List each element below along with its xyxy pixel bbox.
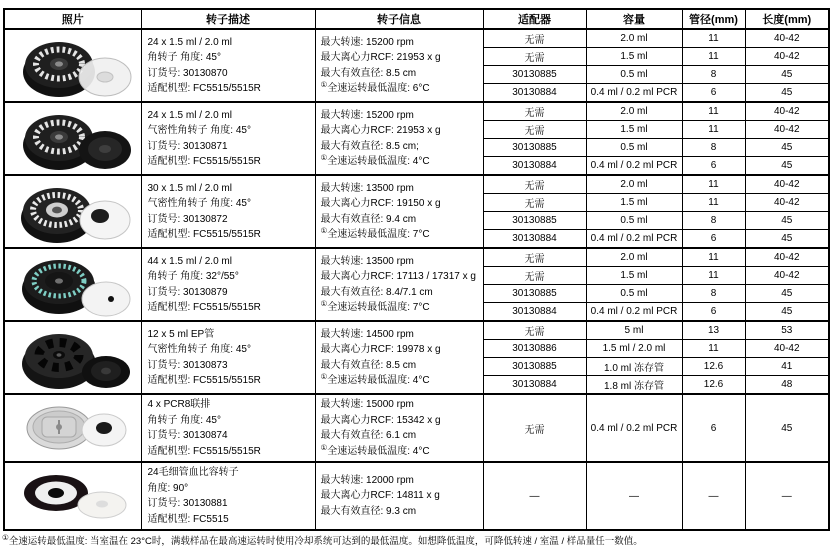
capacity-cell: 0.4 ml / 0.2 ml PCR — [586, 84, 682, 103]
max-speed-text: 最大转速: 15000 rpm — [320, 399, 414, 410]
rotor-capacity-text: 12 x 5 ml EP管 — [147, 328, 215, 340]
max-speed-text: 最大转速: 13500 rpm — [320, 255, 414, 267]
rotor-info-cell — [315, 102, 483, 175]
table-row — [4, 102, 829, 121]
order-number-text: 订货号: 30130879 — [147, 286, 228, 298]
order-number-text: 订货号: 30130873 — [147, 359, 228, 371]
min-temp-text: ①全速运转最低温度: 7°C — [320, 299, 430, 313]
adapter-cell: 无需 — [483, 102, 586, 121]
max-speed-text: 最大转速: 12000 rpm — [320, 474, 414, 486]
diameter-cell: 8 — [682, 66, 745, 84]
rotor-info-cell — [315, 29, 483, 102]
col-header-rotor-info: 转子信息 — [315, 9, 483, 29]
rotor-photo — [12, 402, 134, 454]
table-row — [4, 29, 829, 48]
length-cell: 45 — [745, 66, 829, 84]
length-cell: 45 — [745, 84, 829, 103]
capacity-cell: 1.5 ml — [586, 194, 682, 212]
length-cell: 40-42 — [745, 194, 829, 212]
rotor-desc-cell — [141, 248, 315, 321]
length-cell: 40-42 — [745, 267, 829, 285]
length-cell: 40-42 — [745, 248, 829, 267]
length-cell: 41 — [745, 358, 829, 376]
adapter-cell: 无需 — [483, 267, 586, 285]
adapter-cell: 30130884 — [483, 303, 586, 322]
length-cell: 45 — [745, 285, 829, 303]
rotor-info-cell — [315, 394, 483, 462]
adapter-cell: 30130885 — [483, 139, 586, 157]
rotor-photo — [12, 324, 134, 392]
max-diameter-text: 最大有效直径: 6.1 cm — [320, 430, 417, 441]
diameter-cell: 8 — [682, 212, 745, 230]
adapter-cell: 无需 — [483, 394, 586, 462]
diameter-cell: 6 — [682, 230, 745, 249]
footnote-text: 全速运转最低温度: 当室温在 23°C时，满载样品在最高速运转时使用冷却系统可达到的最低温度。如想降低温度，可降低转速 / 室温 / 样品量任一数值。 — [8, 536, 643, 547]
footnote-marker: ① — [320, 372, 328, 381]
min-temp-text: ①全速运转最低温度: 6°C — [320, 80, 430, 94]
diameter-cell: 11 — [682, 267, 745, 285]
capacity-cell: 1.5 ml — [586, 267, 682, 285]
rotor-photo — [12, 473, 134, 519]
diameter-cell: 12.6 — [682, 376, 745, 395]
max-diameter-text: 最大有效直径: 9.3 cm — [320, 505, 417, 517]
length-cell: 40-42 — [745, 29, 829, 48]
capacity-cell: 0.4 ml / 0.2 ml PCR — [586, 303, 682, 322]
diameter-cell: 6 — [682, 394, 745, 462]
rotor-photo — [12, 251, 134, 319]
compatible-model-text: 适配机型: FC5515 — [147, 513, 229, 525]
max-diameter-text: 最大有效直径: 8.5 cm; — [320, 140, 419, 152]
max-speed-text: 最大转速: 14500 rpm — [320, 328, 414, 340]
length-cell: 53 — [745, 321, 829, 340]
diameter-cell: 11 — [682, 194, 745, 212]
order-number-text: 订货号: 30130870 — [147, 67, 228, 79]
footnote-marker: ① — [320, 153, 328, 162]
min-temp-text: ①全速运转最低温度: 4°C — [320, 153, 430, 167]
footnote-marker: ① — [320, 442, 328, 452]
footnote-marker: ① — [320, 299, 328, 308]
adapter-cell: 无需 — [483, 121, 586, 139]
adapter-cell: 30130884 — [483, 376, 586, 395]
capacity-cell: 2.0 ml — [586, 102, 682, 121]
max-rcf-text: 最大离心力RCF: 19978 x g — [320, 344, 441, 355]
compatible-model-text: 适配机型: FC5515/5515R — [147, 229, 261, 240]
length-cell: 45 — [745, 394, 829, 462]
diameter-cell: 11 — [682, 248, 745, 267]
diameter-cell: 11 — [682, 29, 745, 48]
diameter-cell: 6 — [682, 303, 745, 322]
length-cell: — — [745, 462, 829, 530]
diameter-cell: 11 — [682, 48, 745, 66]
compatible-model-text: 适配机型: FC5515/5515R — [147, 375, 261, 386]
rotor-angle-text: 气密性角转子 角度: 45° — [147, 198, 251, 209]
max-diameter-text: 最大有效直径: 8.5 cm — [320, 67, 417, 79]
length-cell: 40-42 — [745, 121, 829, 139]
length-cell: 45 — [745, 139, 829, 157]
rotor-capacity-text: 24 x 1.5 ml / 2.0 ml — [147, 36, 232, 48]
rotor-photo — [12, 178, 134, 246]
rotor-photo-cell — [4, 102, 141, 175]
diameter-cell: 6 — [682, 157, 745, 176]
col-header-diameter: 管径(mm) — [682, 9, 745, 29]
adapter-cell: 无需 — [483, 175, 586, 194]
adapter-cell: 30130885 — [483, 212, 586, 230]
capacity-cell: 0.5 ml — [586, 66, 682, 84]
compatible-model-text: 适配机型: FC5515/5515R — [147, 302, 261, 313]
adapter-cell: 30130885 — [483, 285, 586, 303]
adapter-cell: 30130884 — [483, 84, 586, 103]
capacity-cell: 0.4 ml / 0.2 ml PCR — [586, 157, 682, 176]
col-header-rotor-desc: 转子描述 — [141, 9, 315, 29]
capacity-cell: 2.0 ml — [586, 29, 682, 48]
diameter-cell: — — [682, 462, 745, 530]
max-diameter-text: 最大有效直径: 9.4 cm — [320, 213, 417, 225]
rotor-capacity-text: 24毛细管血比容转子 — [147, 467, 239, 478]
capacity-cell: 1.8 ml 冻存管 — [586, 376, 682, 395]
max-speed-text: 最大转速: 15200 rpm — [320, 36, 414, 48]
max-rcf-text: 最大离心力RCF: 15342 x g — [320, 414, 441, 426]
diameter-cell: 11 — [682, 175, 745, 194]
table-row — [4, 248, 829, 267]
order-number-text: 订货号: 30130874 — [147, 430, 228, 441]
capacity-cell: 1.5 ml — [586, 121, 682, 139]
length-cell: 40-42 — [745, 48, 829, 66]
capacity-cell: 1.5 ml — [586, 48, 682, 66]
adapter-cell: 无需 — [483, 29, 586, 48]
max-rcf-text: 最大离心力RCF: 17113 / 17317 x g — [320, 271, 476, 282]
capacity-cell: 0.4 ml / 0.2 ml PCR — [586, 394, 682, 462]
capacity-cell: 2.0 ml — [586, 248, 682, 267]
capacity-cell: 1.0 ml 冻存管 — [586, 358, 682, 376]
col-header-adapter: 适配器 — [483, 9, 586, 29]
rotor-photo-cell — [4, 394, 141, 462]
rotor-angle-text: 角转子 角度: 45° — [147, 414, 221, 426]
rotor-info-cell — [315, 248, 483, 321]
diameter-cell: 11 — [682, 340, 745, 358]
length-cell: 45 — [745, 157, 829, 176]
capacity-cell: 0.4 ml / 0.2 ml PCR — [586, 230, 682, 249]
footnote-marker: ① — [320, 226, 328, 235]
rotor-photo — [12, 32, 134, 100]
adapter-cell: 30130885 — [483, 358, 586, 376]
rotor-capacity-text: 44 x 1.5 ml / 2.0 ml — [147, 255, 232, 267]
order-number-text: 订货号: 30130881 — [147, 498, 228, 509]
rotor-angle-text: 气密性角转子 角度: 45° — [147, 125, 251, 136]
table-row — [4, 175, 829, 194]
max-rcf-text: 最大离心力RCF: 21953 x g — [320, 52, 441, 63]
adapter-cell: 30130884 — [483, 230, 586, 249]
col-header-length: 长度(mm) — [745, 9, 829, 29]
max-rcf-text: 最大离心力RCF: 21953 x g — [320, 125, 441, 136]
table-row — [4, 394, 829, 462]
rotor-angle-text: 角度: 90° — [147, 482, 189, 494]
adapter-cell: 无需 — [483, 248, 586, 267]
max-diameter-text: 最大有效直径: 8.4/7.1 cm — [320, 286, 433, 298]
diameter-cell: 12.6 — [682, 358, 745, 376]
capacity-cell: 0.5 ml — [586, 212, 682, 230]
table-footnote — [2, 535, 831, 548]
adapter-cell: — — [483, 462, 586, 530]
adapter-cell: 无需 — [483, 194, 586, 212]
rotor-photo-cell — [4, 248, 141, 321]
compatible-model-text: 适配机型: FC5515/5515R — [147, 156, 261, 167]
rotor-desc-cell — [141, 321, 315, 394]
max-rcf-text: 最大离心力RCF: 14811 x g — [320, 490, 440, 502]
order-number-text: 订货号: 30130872 — [147, 213, 228, 225]
capacity-cell: — — [586, 462, 682, 530]
min-temp-text: ①全速运转最低温度: 4°C — [320, 442, 430, 457]
footnote-marker: ① — [2, 533, 9, 542]
max-speed-text: 最大转速: 13500 rpm — [320, 182, 414, 194]
rotor-photo-cell — [4, 321, 141, 394]
diameter-cell: 11 — [682, 102, 745, 121]
rotor-capacity-text: 24 x 1.5 ml / 2.0 ml — [147, 109, 232, 121]
header-row — [4, 9, 829, 29]
rotor-capacity-text: 4 x PCR8联排 — [147, 399, 211, 410]
rotor-photo-cell — [4, 175, 141, 248]
length-cell: 45 — [745, 303, 829, 322]
table-row — [4, 321, 829, 340]
col-header-photo: 照片 — [4, 9, 141, 29]
col-header-capacity: 容量 — [586, 9, 682, 29]
adapter-cell: 无需 — [483, 48, 586, 66]
length-cell: 40-42 — [745, 340, 829, 358]
rotor-photo — [12, 105, 134, 173]
adapter-cell: 30130885 — [483, 66, 586, 84]
min-temp-text: ①全速运转最低温度: 7°C — [320, 226, 430, 240]
diameter-cell: 6 — [682, 84, 745, 103]
length-cell: 48 — [745, 376, 829, 395]
rotor-angle-text: 气密性角转子 角度: 45° — [147, 344, 251, 355]
compatible-model-text: 适配机型: FC5515/5515R — [147, 83, 261, 94]
capacity-cell: 1.5 ml / 2.0 ml — [586, 340, 682, 358]
rotor-desc-cell — [141, 29, 315, 102]
adapter-cell: 30130884 — [483, 157, 586, 176]
min-temp-text: ①全速运转最低温度: 4°C — [320, 372, 430, 386]
diameter-cell: 8 — [682, 285, 745, 303]
adapter-cell: 30130886 — [483, 340, 586, 358]
compatible-model-text: 适配机型: FC5515/5515R — [147, 445, 261, 457]
max-rcf-text: 最大离心力RCF: 19150 x g — [320, 198, 441, 209]
rotor-spec-table — [3, 8, 830, 531]
rotor-angle-text: 角转子 角度: 32°/55° — [147, 271, 239, 282]
max-diameter-text: 最大有效直径: 8.5 cm — [320, 359, 417, 371]
diameter-cell: 11 — [682, 121, 745, 139]
length-cell: 40-42 — [745, 175, 829, 194]
order-number-text: 订货号: 30130871 — [147, 140, 228, 152]
capacity-cell: 0.5 ml — [586, 285, 682, 303]
length-cell: 40-42 — [745, 102, 829, 121]
rotor-info-cell — [315, 175, 483, 248]
rotor-desc-cell — [141, 102, 315, 175]
capacity-cell: 5 ml — [586, 321, 682, 340]
diameter-cell: 13 — [682, 321, 745, 340]
max-speed-text: 最大转速: 15200 rpm — [320, 109, 414, 121]
rotor-capacity-text: 30 x 1.5 ml / 2.0 ml — [147, 182, 232, 194]
length-cell: 45 — [745, 212, 829, 230]
rotor-angle-text: 角转子 角度: 45° — [147, 52, 221, 63]
rotor-photo-cell — [4, 29, 141, 102]
capacity-cell: 2.0 ml — [586, 175, 682, 194]
length-cell: 45 — [745, 230, 829, 249]
rotor-info-cell — [315, 321, 483, 394]
diameter-cell: 8 — [682, 139, 745, 157]
rotor-desc-cell — [141, 175, 315, 248]
footnote-marker: ① — [320, 80, 328, 89]
capacity-cell: 0.5 ml — [586, 139, 682, 157]
rotor-desc-cell — [141, 394, 315, 462]
adapter-cell: 无需 — [483, 321, 586, 340]
